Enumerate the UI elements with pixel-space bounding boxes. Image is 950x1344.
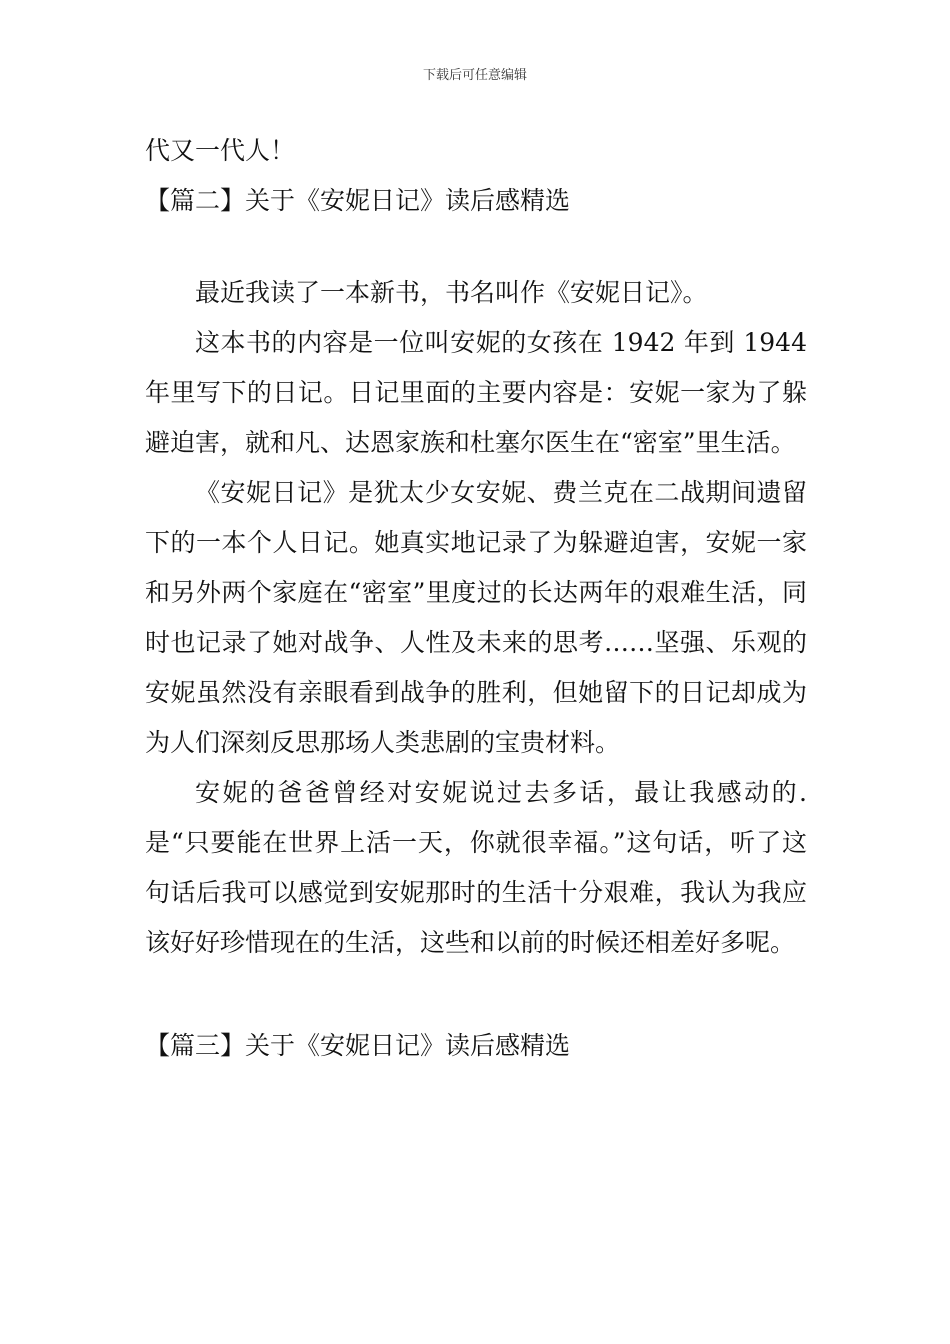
paragraph-2: 这本书的内容是一位叫安妮的女孩在 1942 年到 1944 年里写下的日记。日记里面的主要内容是：安妮一家为了躲避迫害，就和凡、达恩家族和杜塞尔医生在“密室”里生活。 [145, 328, 807, 457]
continuation-line: 代又一代人！ [145, 136, 296, 165]
paragraph-1: 最近我读了一本新书，书名叫作《安妮日记》。 [195, 278, 708, 307]
paragraph-4: 安妮的爸爸曾经对安妮说过去多话，最让我感动的.是“只要能在世界上活一天，你就很幸福。”这句话，听了这句话后我可以感觉到安妮那时的生活十分艰难，我认为我应该好好珍惜现在的生活，这些和以前的时候还相差好多呢。 [145, 778, 807, 957]
paragraph-3: 《安妮日记》是犹太少女安妮、费兰克在二战期间遗留下的一本个人日记。她真实地记录了为躲避迫害，安妮一家和另外两个家庭在“密室”里度过的长达两年的艰难生活，同时也记录了她对战争、人性及未来的思考……坚强、乐观的安妮虽然没有亲眼看到战争的胜利，但她留下的日记却成为为人们深刻反思那场人类悲剧的宝贵材料。 [145, 478, 807, 757]
page-header: 下载后可任意编辑 [422, 68, 527, 83]
section-3-title: 【篇三】关于《安妮日记》读后感精选 [145, 1031, 571, 1060]
section-2-title: 【篇二】关于《安妮日记》读后感精选 [145, 186, 571, 215]
document-body [145, 126, 807, 1071]
